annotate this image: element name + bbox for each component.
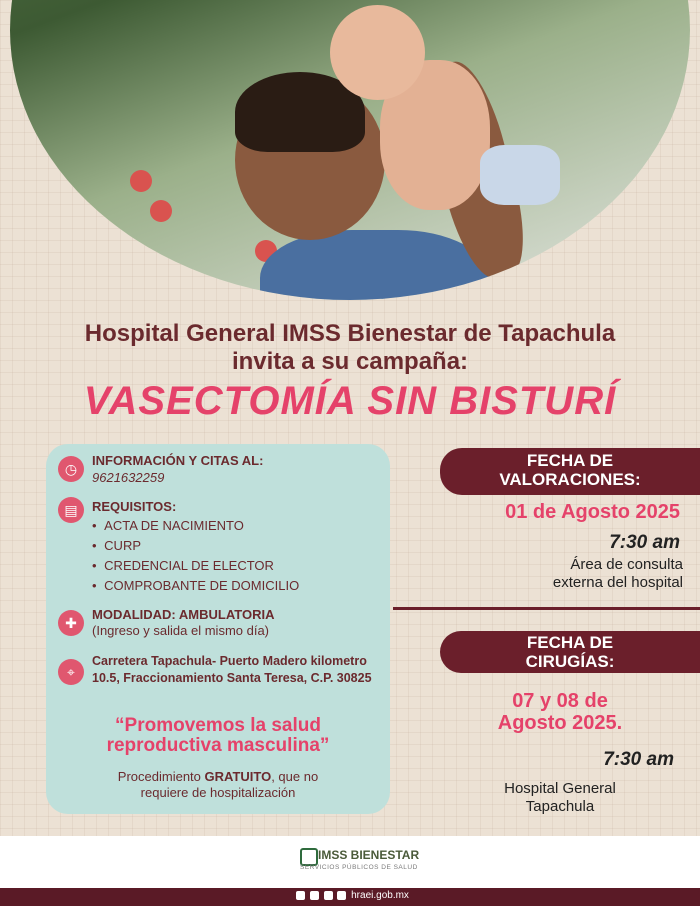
phone-number: 9621632259: [92, 470, 165, 485]
footer: [0, 836, 700, 888]
photo-shirt: [260, 230, 490, 300]
instagram-icon[interactable]: [324, 891, 333, 900]
valoraciones-place: [420, 556, 683, 592]
cirugias-time: 7:30 am: [603, 749, 674, 770]
quote-line: “Promovemos la salud: [115, 715, 321, 736]
section-divider: [393, 607, 700, 610]
date-line: 07 y 08 de: [512, 690, 608, 712]
modalidad-label: MODALIDAD: AMBULATORIA: [92, 607, 275, 622]
flower-decoration: [150, 200, 172, 222]
id-card-icon: ▤: [58, 497, 84, 523]
requirement-item: • COMPROBANTE DE DOMICILIO: [92, 576, 299, 596]
procedure-post: , que no: [271, 769, 319, 784]
father-baby-photo: [10, 0, 690, 300]
procedure-line: [46, 769, 390, 785]
cirugias-date: [440, 690, 680, 734]
requirement-item: • CREDENCIAL DE ELECTOR: [92, 556, 299, 576]
facebook-icon[interactable]: [296, 891, 305, 900]
date-line: Agosto 2025.: [497, 712, 623, 734]
twitter-icon[interactable]: [310, 891, 319, 900]
website-link[interactable]: hraei.gob.mx: [351, 890, 409, 901]
valoraciones-time: 7:30 am: [609, 532, 680, 553]
cirugias-place: [440, 780, 680, 816]
place-line: Tapachula: [525, 798, 595, 815]
invitation-subtitle: invita a su campaña:: [231, 348, 469, 375]
social-links: [296, 890, 409, 901]
ribbon-line: FECHA DE: [526, 633, 614, 652]
requirement-item: • CURP: [92, 536, 299, 556]
place-line: Hospital General: [504, 780, 616, 797]
requirements-list: [92, 516, 299, 596]
campaign-quote: [46, 716, 390, 756]
valoraciones-date: 01 de Agosto 2025: [505, 501, 680, 523]
photo-baby-head: [330, 5, 425, 100]
citas-label: INFORMACIÓN Y CITAS AL:: [92, 453, 264, 468]
procedure-free: GRATUITO: [204, 769, 272, 784]
procedure-pre: Procedimiento: [117, 769, 205, 784]
ribbon-line: VALORACIONES:: [499, 470, 641, 489]
hospital-title: Hospital General IMSS Bienestar de Tapachula: [84, 320, 616, 347]
campaign-headline: VASECTOMÍA SIN BISTURÍ: [83, 379, 617, 423]
hospital-icon: ✚: [58, 610, 84, 636]
place-line: Área de consulta: [570, 556, 683, 573]
photo-baby-pants: [480, 145, 560, 205]
imss-bienestar-logo: IMSS BIENESTAR: [318, 848, 420, 862]
clock-icon: ◷: [58, 456, 84, 482]
ribbon-line: FECHA DE: [526, 451, 614, 470]
address-text: Carretera Tapachula- Puerto Madero kilometro 10.5, Fraccionamiento Santa Teresa, C.P. 30825: [92, 654, 372, 685]
quote-line: reproductiva masculina”: [106, 735, 330, 756]
logo-subtitle: SERVICIOS PÚBLICOS DE SALUD: [300, 864, 418, 871]
modalidad-note: (Ingreso y salida el mismo día): [92, 623, 270, 638]
flower-decoration: [130, 170, 152, 192]
cirugias-ribbon: [440, 631, 700, 673]
place-line: externa del hospital: [552, 574, 683, 591]
procedure-note: [46, 769, 390, 801]
valoraciones-ribbon: [440, 448, 700, 495]
procedure-line: requiere de hospitalización: [140, 785, 296, 800]
youtube-icon[interactable]: [337, 891, 346, 900]
location-pin-icon: ⌖: [58, 659, 84, 685]
ribbon-line: CIRUGÍAS:: [525, 652, 615, 671]
requisitos-label: REQUISITOS:: [92, 499, 177, 514]
requirement-item: • ACTA DE NACIMIENTO: [92, 516, 299, 536]
